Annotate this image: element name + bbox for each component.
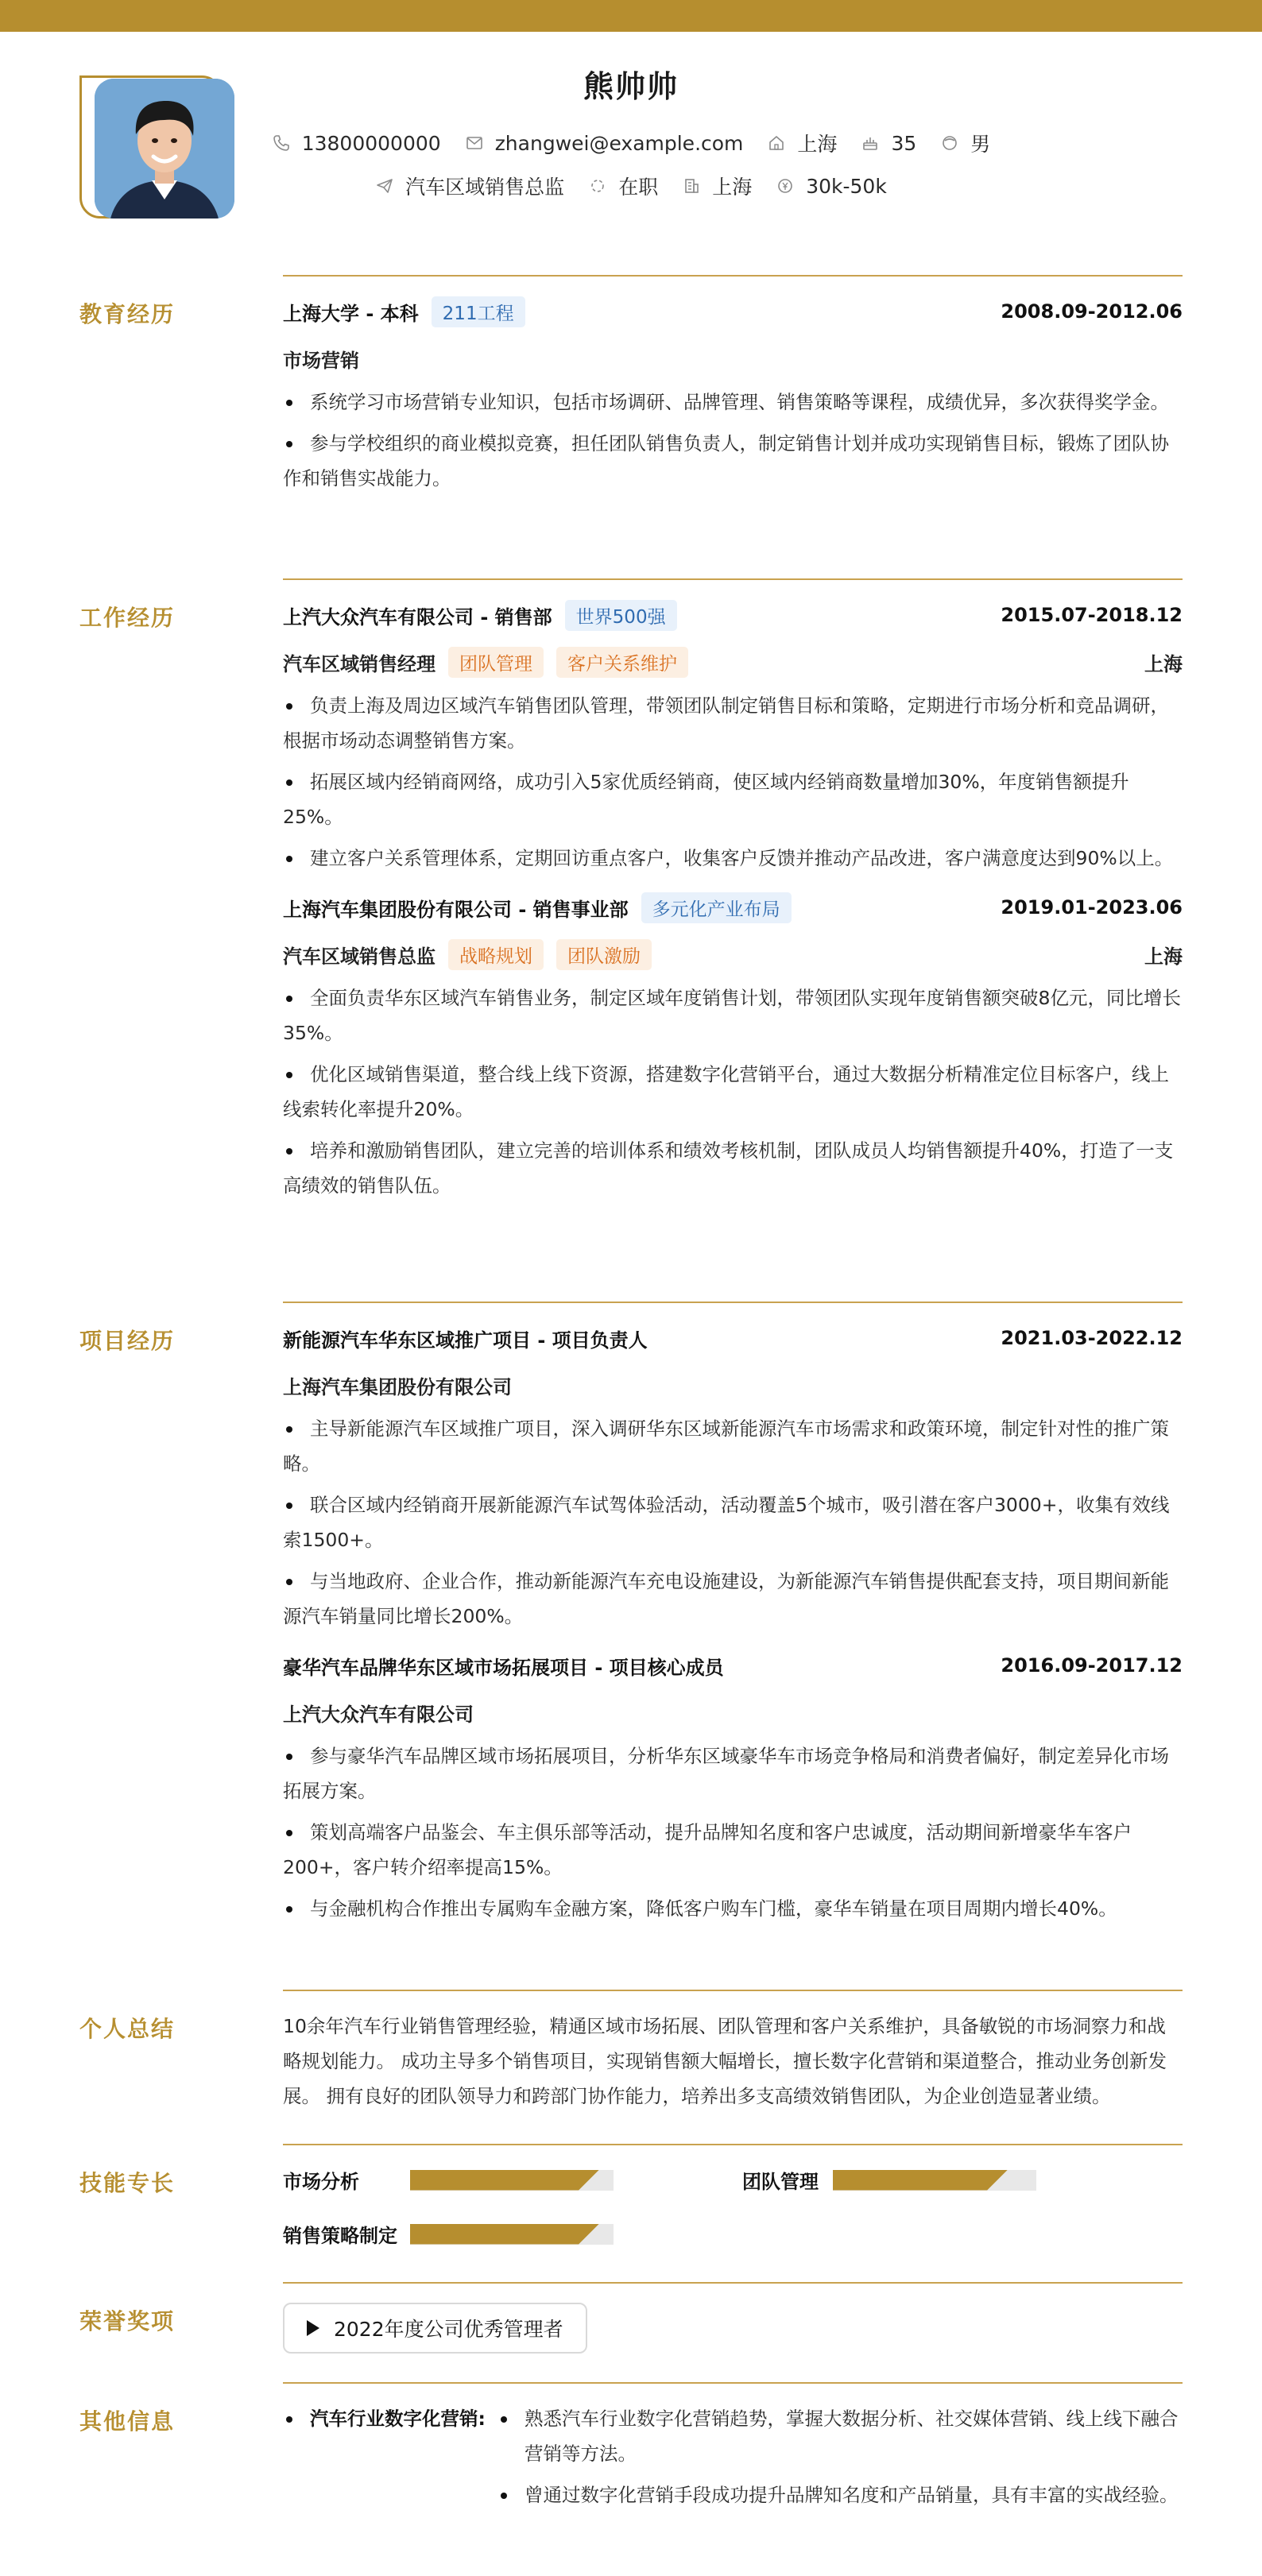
building-icon [682,176,701,195]
skill-tag: 团队激励 [556,939,652,970]
status-icon [588,176,607,195]
award-badge [283,2303,587,2354]
projects-content [283,1321,1183,1932]
project-bullets [283,1739,1183,1926]
phone-icon [272,133,291,153]
job-date: 2019.01-2023.06 [1001,896,1183,919]
section-divider [283,1302,1183,1303]
section-divider [283,1990,1183,1991]
education-header [283,294,1183,329]
project-company-row [283,1694,1183,1731]
company-name: 上海汽车集团股份有限公司 - 销售事业部 [283,898,629,921]
education-date: 2008.09-2012.06 [1001,300,1183,323]
salary-info [776,175,887,198]
skill-name: 市场分析 [283,2171,359,2193]
list-item: 主导新能源汽车区域推广项目，深入调研华东区域新能源汽车市场需求和政策环境，制定针对性的推广策略。 [283,1411,1183,1481]
email-text: zhangwei@example.com [494,131,744,155]
list-item: 参与学校组织的商业模拟竞赛，担任团队销售负责人，制定销售计划并成功实现销售目标，锻炼了团队协作和销售实战能力。 [283,426,1183,496]
skill-item [283,2166,614,2194]
company-tag: 多元化产业布局 [641,892,792,923]
play-icon [307,2320,319,2336]
skill-tag: 团队管理 [448,647,544,678]
work-content [283,598,1183,1209]
work-title: 工作经历 [79,605,176,631]
list-item: 拓展区域内经销商网络，成功引入5家优质经销商，使区域内经销商数量增加30%，年度销售额提升25%。 [283,764,1183,834]
project-company: 上汽大众汽车有限公司 [283,1703,474,1726]
location-info [767,129,837,157]
job-intent-row [0,172,1262,200]
age-info [861,132,916,155]
list-item: 全面负责华东区域汽车销售业务，制定区域年度销售计划，带领团队实现年度销售额突破8亿元，同比增长35%。 [283,981,1183,1050]
list-item: 负责上海及周边区域汽车销售团队管理，带领团队制定销售目标和策略，定期进行市场分析和竞品调研，根据市场动态调整销售方案。 [283,688,1183,758]
target-city-text: 上海 [712,176,753,199]
project-name: 豪华汽车品牌华东区域市场拓展项目 - 项目核心成员 [283,1656,724,1679]
section-divider [283,2282,1183,2284]
education-content [283,294,1183,502]
other-title: 其他信息 [79,2408,176,2435]
send-icon [375,176,394,195]
position-name: 汽车区域销售总监 [283,945,436,968]
top-accent-bar [0,0,1262,32]
position-row [283,644,1183,680]
education-bullets [283,385,1183,496]
skill-name: 团队管理 [742,2171,819,2193]
list-item: 策划高端客户品鉴会、车主俱乐部等活动，提升品牌知名度和客户忠诚度，活动期间新增豪华车客户200+，客户转介绍率提高15%。 [283,1815,1183,1885]
salary-icon [776,176,795,195]
company-tag: 世界500强 [565,600,677,631]
skill-tag: 客户关系维护 [556,647,688,678]
skill-bar [410,2224,614,2245]
location-text: 上海 [797,133,838,156]
list-item: 建立客户关系管理体系，定期回访重点客户，收集客户反馈并推动产品改进，客户满意度达到90%以上。 [283,841,1183,876]
gender-info [940,129,990,157]
projects-title: 项目经历 [79,1328,176,1354]
job-date: 2015.07-2018.12 [1001,604,1183,626]
major-row [283,340,1183,377]
job-bullets [283,688,1183,876]
skill-item [283,2220,614,2248]
skill-name: 销售策略制定 [283,2225,397,2247]
company-name: 上汽大众汽车有限公司 - 销售部 [283,605,552,629]
other-info [283,2401,1183,2560]
job-header [283,598,1183,632]
section-divider [283,578,1183,580]
phone-info [272,132,441,155]
target-position-text: 汽车区域销售总监 [405,176,565,199]
other-label: 汽车行业数字化营销: [283,2401,486,2436]
position-name: 汽车区域销售经理 [283,652,436,675]
project-company: 上海汽车集团股份有限公司 [283,1375,512,1398]
list-item: 优化区域销售渠道，整合线上线下资源，搭建数字化营销平台，通过大数据分析精准定位目标客户，线上线索转化率提升20%。 [283,1057,1183,1127]
contact-row [0,129,1262,157]
list-item: 曾通过数字化营销手段成功提升品牌知名度和产品销量，具有丰富的实战经验。 [497,2477,1183,2512]
gender-text: 男 [970,133,991,156]
job-header [283,890,1183,925]
section-divider [283,275,1183,277]
mail-icon [465,133,484,153]
list-item: 与金融机构合作推出专属购车金融方案，降低客户购车门槛，豪华车销量在项目周期内增长40%。 [283,1891,1183,1926]
target-position-info [375,172,564,200]
summary-title: 个人总结 [79,2016,176,2042]
job-status-info [588,172,658,200]
list-item: 熟悉汽车行业数字化营销趋势，掌握大数据分析、社交媒体营销、线上线下融合营销等方法。 [497,2401,1183,2471]
job-bullets [283,981,1183,1203]
project-name: 新能源汽车华东区域推广项目 - 项目负责人 [283,1329,648,1352]
list-item: 培养和激励销售团队，建立完善的培训体系和绩效考核机制，团队成员人均销售额提升40%，打造了一支高绩效的销售队伍。 [283,1133,1183,1203]
skill-bar [410,2170,614,2191]
phone-text: 13800000000 [301,131,441,155]
other-bullets [497,2401,1183,2519]
list-item: 参与豪华汽车品牌区域市场拓展项目，分析华东区域豪华车市场竞争格局和消费者偏好，制定差异化市场拓展方案。 [283,1739,1183,1808]
project-bullets [283,1411,1183,1634]
skill-bar [833,2170,1036,2191]
skill-item [742,2166,1036,2194]
skill-bar-fill [410,2170,599,2191]
school-tag: 211工程 [432,296,525,327]
project-date: 2021.03-2022.12 [1001,1327,1183,1349]
list-item: 联合区域内经销商开展新能源汽车试驾体验活动，活动覆盖5个城市，吸引潜在客户3000+，收集有效线索1500+。 [283,1487,1183,1557]
home-icon [767,133,786,153]
education-title: 教育经历 [79,301,176,327]
school-name: 上海大学 - 本科 [283,302,419,325]
skill-bar-fill [833,2170,1008,2191]
project-company-row [283,1367,1183,1403]
list-item: 系统学习市场营销专业知识，包括市场调研、品牌管理、销售策略等课程，成绩优异，多次获得奖学金。 [283,385,1183,420]
list-item: 与当地政府、企业合作，推动新能源汽车充电设施建设，为新能源汽车销售提供配套支持，项目期间新能源汽车销量同比增长200%。 [283,1564,1183,1634]
project-header [283,1321,1183,1356]
email-info [465,132,744,155]
target-city-info [682,172,752,200]
section-divider [283,2382,1183,2384]
candidate-name: 熊帅帅 [583,69,679,104]
skill-tag: 战略规划 [448,939,544,970]
section-divider [283,2144,1183,2145]
project-header [283,1648,1183,1683]
project-date: 2016.09-2017.12 [1001,1654,1183,1677]
honors-title: 荣誉奖项 [79,2308,176,2334]
major-name: 市场营销 [283,349,359,372]
age-icon [861,133,880,153]
summary-text: 10余年汽车行业销售管理经验，精通区域市场拓展、团队管理和客户关系维护，具备敏锐的市场洞察力和战略规划能力。 成功主导多个销售项目，实现销售额大幅增长，擅长数字化营销和渠道整合，推动业务创新发展。 拥有良好的团队领导力和跨部门协作能力，培养出多支高绩效销售团队，为企业创造显著业绩。 [283,2015,1167,2107]
job-status-text: 在职 [618,176,659,199]
age-text: 35 [891,131,917,155]
skill-bar-fill [410,2224,599,2245]
salary-text: 30k-50k [806,174,887,198]
award-text: 2022年度公司优秀管理者 [334,2318,563,2341]
position-row [283,936,1183,973]
job-city: 上海 [1144,652,1183,675]
skills-title: 技能专长 [79,2170,176,2196]
gender-icon [940,133,959,153]
job-city: 上海 [1144,945,1183,968]
